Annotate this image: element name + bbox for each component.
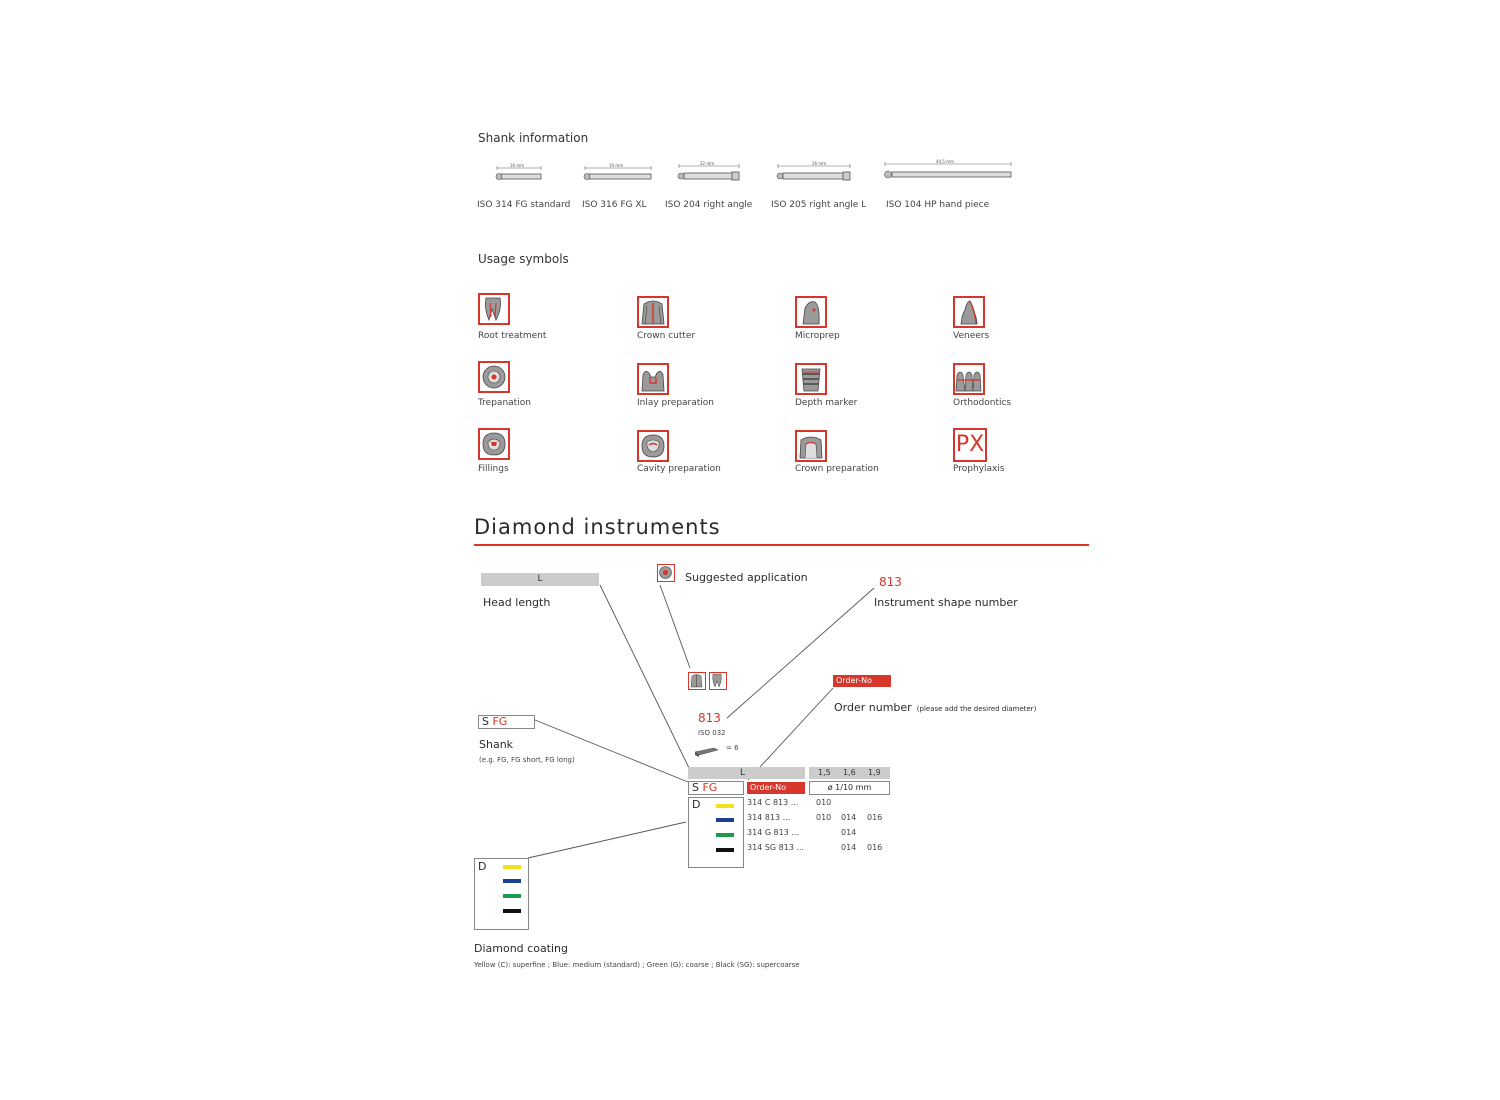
coating-label: Diamond coating: [474, 942, 569, 955]
shank-label-205: ISO 205 right angle L: [771, 200, 867, 210]
shank-label-314: ISO 314 FG standard: [477, 200, 571, 210]
symbol-label: Trepanation: [478, 398, 531, 408]
shank-box: [478, 715, 535, 729]
order-number-note: (please add the desired diameter): [916, 705, 1037, 713]
swatch-yellow: [716, 804, 734, 808]
swatch-green: [716, 833, 734, 837]
shank-note: (e.g. FG, FG short, FG long): [479, 756, 575, 764]
package-icon: [694, 743, 724, 757]
table-order-no-tag: Order-No: [747, 782, 805, 794]
table-cell: 014: [841, 813, 857, 822]
table-cell: 016: [867, 843, 883, 852]
shank-label-316: ISO 316 FG XL: [582, 200, 647, 210]
shape-number: 813: [879, 575, 902, 589]
diam-2: 1,6: [843, 768, 856, 777]
swatch-yellow: [503, 865, 521, 869]
table-coating-d: D: [692, 798, 701, 811]
shank-measure: 26 mm: [812, 161, 827, 166]
table-cell: 010: [816, 813, 832, 822]
shank-label-204: ISO 204 right angle: [665, 200, 753, 210]
shank-label-104: ISO 104 HP hand piece: [886, 200, 990, 210]
root-treatment-icon: [709, 672, 727, 690]
table-cell: 014: [841, 843, 857, 852]
swatch-blue: [716, 818, 734, 822]
table-shank-fg: FG: [702, 781, 718, 794]
symbol-label: Prophylaxis: [953, 464, 1005, 474]
shank-fg: FG: [492, 715, 508, 728]
symbol-label: Microprep: [795, 331, 840, 341]
usage-heading: Usage symbols: [478, 252, 569, 266]
order-number-label: Order number: [834, 701, 912, 714]
symbol-label: Root treatment: [478, 331, 547, 341]
suggested-application-label: Suggested application: [685, 571, 808, 584]
prophylaxis-glyph: PX: [955, 432, 985, 457]
table-l-header: L: [688, 767, 805, 779]
symbol-label: Depth marker: [795, 398, 858, 408]
shank-measure: 16 mm: [510, 163, 525, 168]
table-coating-box: [688, 797, 744, 868]
swatch-black: [503, 909, 521, 913]
symbol-label: Crown cutter: [637, 331, 696, 341]
coating-d: D: [478, 860, 487, 873]
shank-heading: Shank information: [478, 131, 589, 145]
center-shape-number: 813: [698, 711, 721, 725]
diam-1: 1,5: [818, 768, 831, 777]
crown-cutter-icon: [688, 672, 706, 690]
table-shank-box: [688, 781, 744, 795]
table-cell: 014: [841, 828, 857, 837]
table-unit: ø 1/10 mm: [809, 781, 890, 795]
head-length-label: Head length: [483, 596, 551, 609]
symbol-label: Fillings: [478, 464, 509, 474]
table-diameter-headers: [809, 767, 890, 779]
shape-number-label: Instrument shape number: [874, 596, 1018, 609]
coating-note: Yellow (C): superfine ; Blue: medium (standard) ; Green (G): coarse ; Black (SG): supercoarse: [474, 961, 800, 969]
head-length-bar: L: [481, 573, 599, 586]
table-shank-s: S: [692, 781, 699, 794]
symbol-label: Veneers: [953, 331, 990, 341]
table-row: 314 C 813 ...: [747, 798, 799, 807]
suggested-application-icon: [657, 564, 675, 582]
swatch-black: [716, 848, 734, 852]
section-title: Diamond instruments: [474, 515, 721, 539]
symbol-label: Crown preparation: [795, 464, 879, 474]
diam-3: 1,9: [868, 768, 881, 777]
iso-number: ISO 032: [698, 729, 726, 737]
table-row: 314 G 813 ...: [747, 828, 799, 837]
shank-s: S: [482, 715, 489, 728]
symbol-label: Orthodontics: [953, 398, 1012, 408]
order-no-tag: Order-No: [833, 675, 891, 687]
table-row: 314 SG 813 ...: [747, 843, 805, 852]
table-cell: 016: [867, 813, 883, 822]
shank-measure: 44,5 mm: [936, 159, 954, 164]
shank-label: Shank: [479, 738, 514, 751]
shank-measure: 22 mm: [700, 161, 715, 166]
symbol-label: Inlay preparation: [637, 398, 714, 408]
swatch-green: [503, 894, 521, 898]
table-cell: 010: [816, 798, 832, 807]
pack-quantity: = 6: [726, 744, 739, 752]
order-number-line: [834, 696, 1036, 715]
swatch-blue: [503, 879, 521, 883]
coating-legend-box: [474, 858, 529, 930]
symbol-label: Cavity preparation: [637, 464, 721, 474]
shank-measure: 19 mm: [609, 163, 624, 168]
table-row: 314 813 ...: [747, 813, 791, 822]
